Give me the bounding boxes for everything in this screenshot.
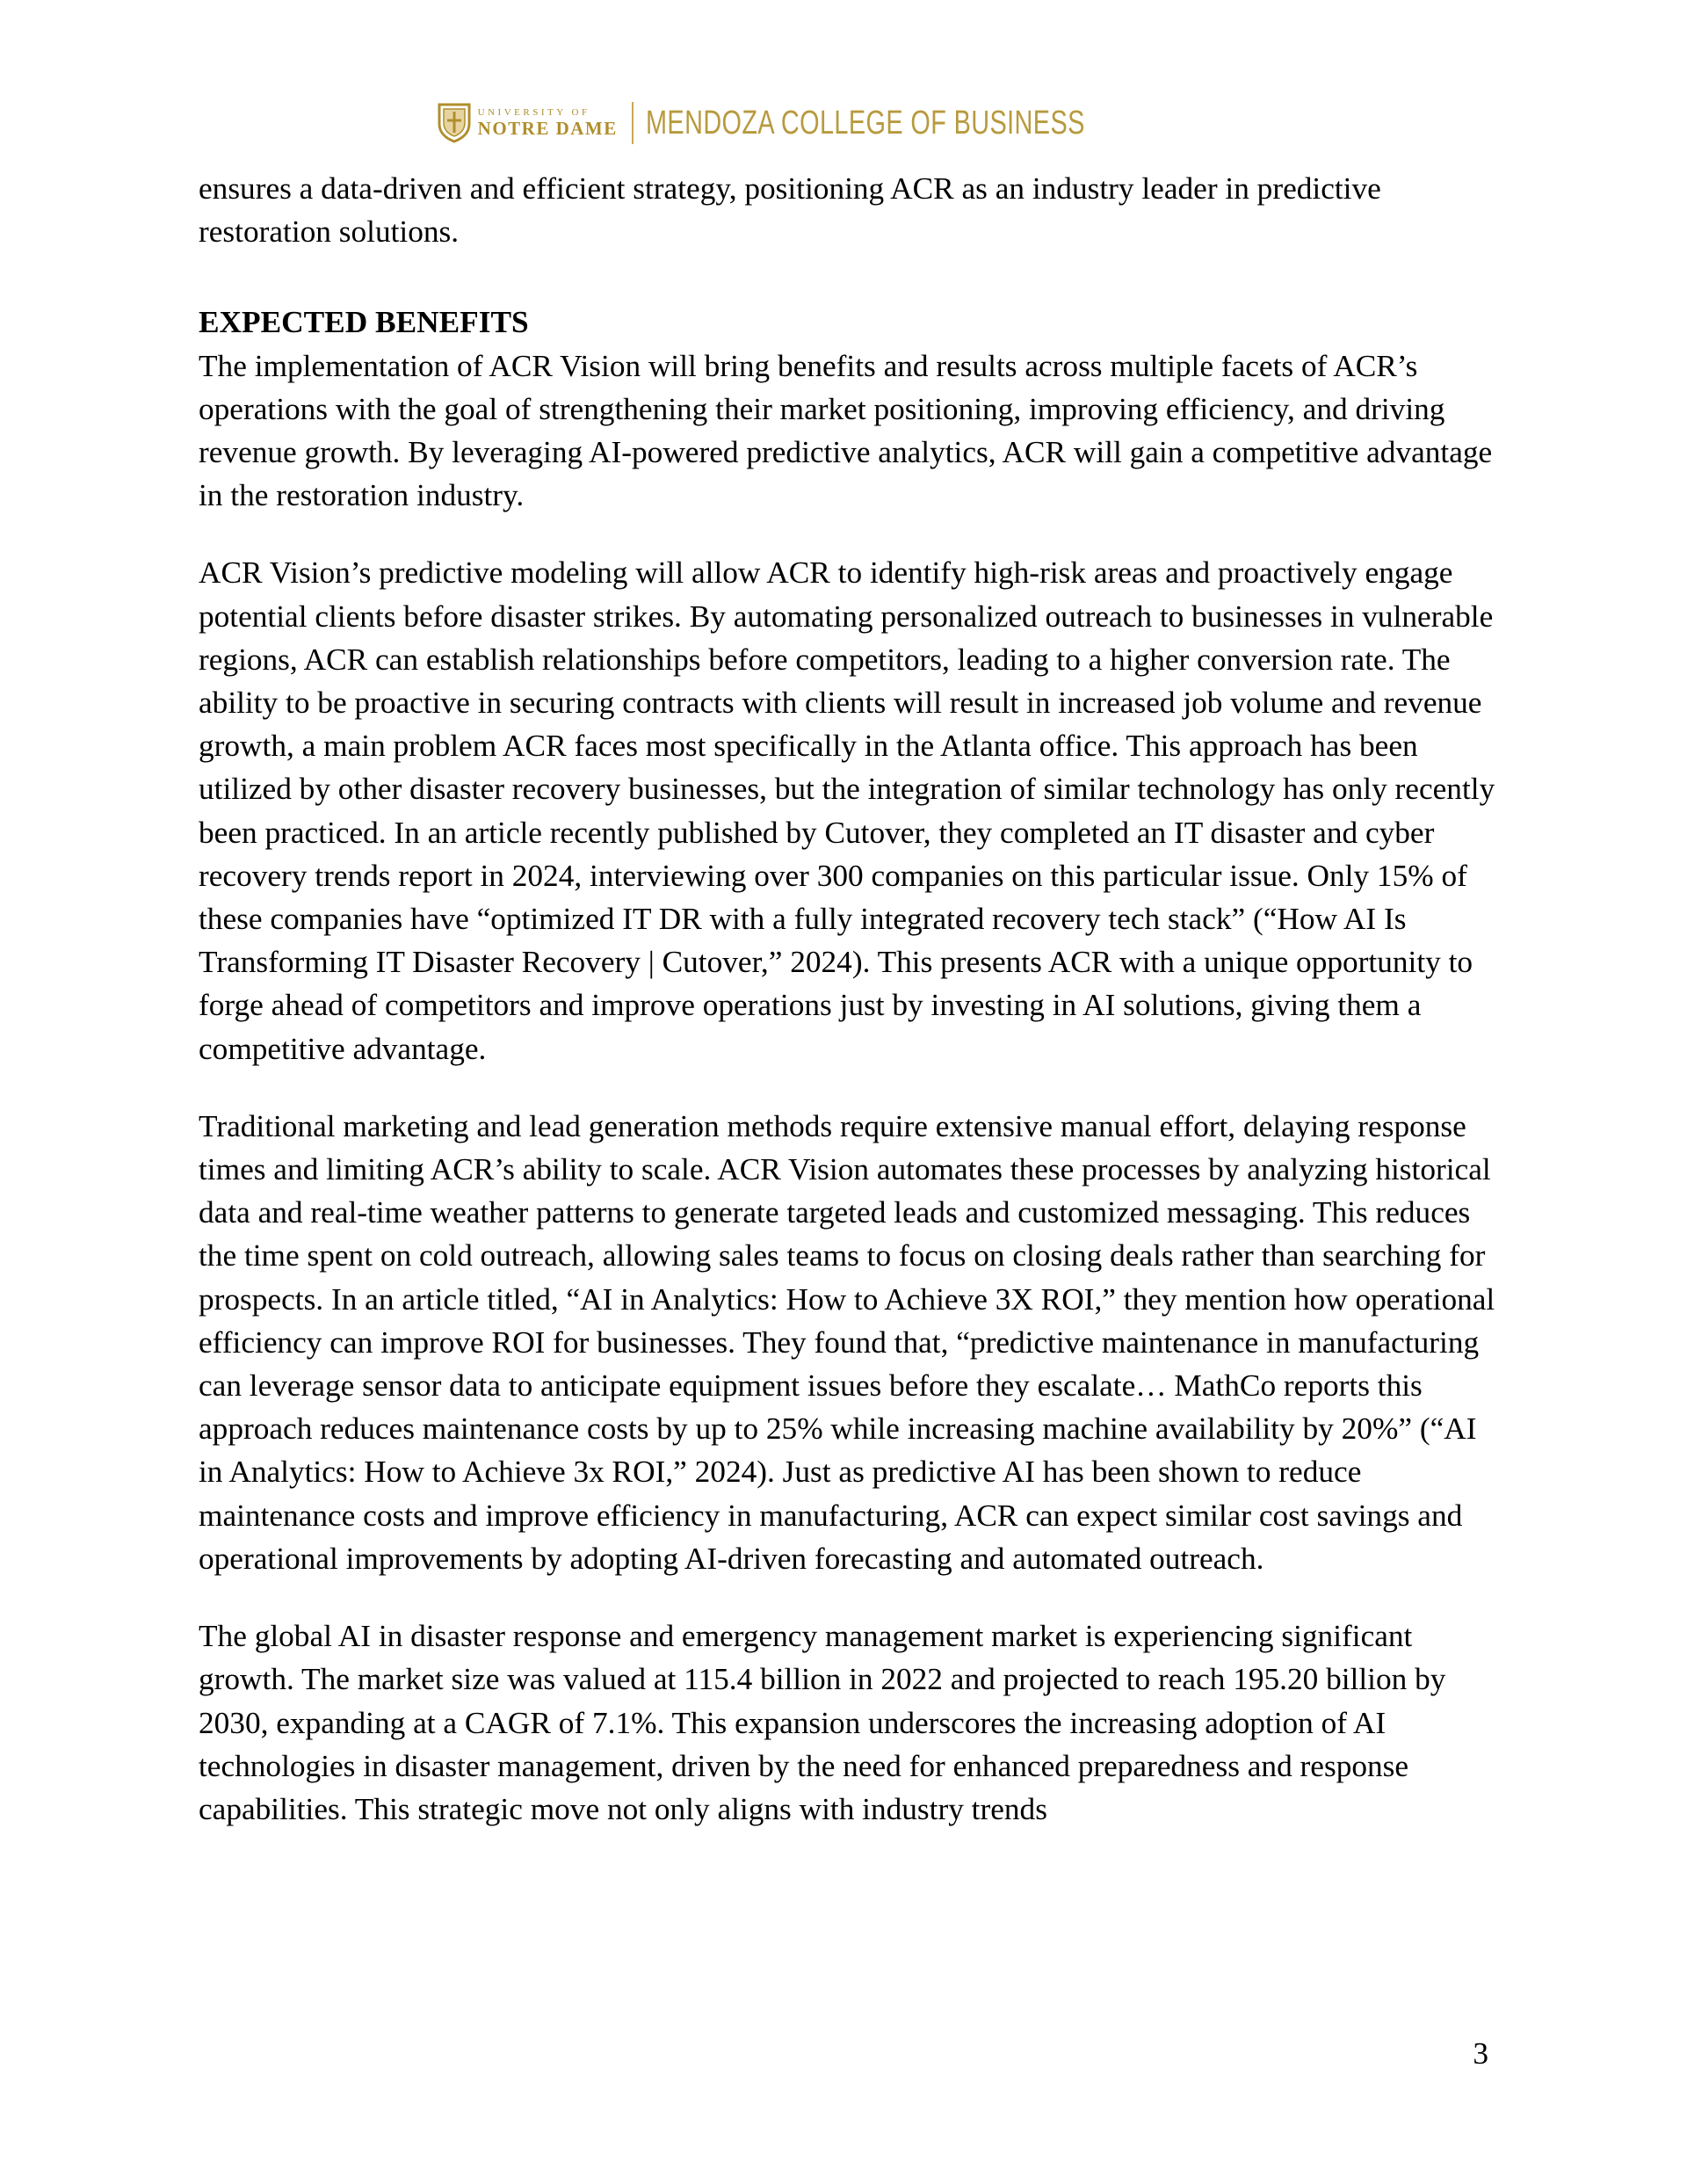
- university-wordmark: [478, 108, 618, 138]
- body-paragraph: The global AI in disaster response and emergency management market is experiencing significant growth. The market size was valued at 115.4 billion in 2022 and projected to reach 195.20 billion by 2030, expanding at a CAGR of 7.1%. This expansion underscores the increasing adoption of AI technologies in disaster management, driven by the need for enhanced preparedness and response capabilities. This strategic move not only aligns with industry trends: [199, 1619, 1446, 1826]
- university-wordmark-top: UNIVERSITY OF: [477, 107, 590, 118]
- college-name: MENDOZA COLLEGE OF BUSINESS: [645, 104, 1085, 141]
- body-paragraph: Traditional marketing and lead generation methods require extensive manual effort, delaying response times and limiting ACR’s ability to scale. ACR Vision automates these processes by analyzing historical data and real-time weather patterns to generate targeted leads and customized messaging. This reduces the time spent on cold outreach, allowing sales teams to focus on closing deals rather than searching for prospects. In an article titled, “AI in Analytics: How to Achieve 3X ROI,” they mention how operational efficiency can improve ROI for businesses. They found that, “predictive maintenance in manufacturing can leverage sensor data to anticipate equipment issues before they escalate… MathCo reports this approach reduces maintenance costs by up to 25% while increasing machine availability by 20%” (“AI in Analytics: How to Achieve 3x ROI,” 2024). Just as predictive AI has been shown to reduce maintenance costs and improve efficiency in manufacturing, ACR can expect similar cost savings and operational improvements by adopting AI-driven forecasting and automated outreach.: [199, 1108, 1495, 1576]
- document-body: [199, 167, 1499, 1865]
- body-paragraph: The implementation of ACR Vision will bring benefits and results across multiple facets of ACR’s operations with the goal of strengthening their market positioning, improving efficiency, and driving revenue growth. By leveraging AI-powered predictive analytics, ACR will gain a competitive advantage in the restoration industry.: [199, 348, 1493, 513]
- body-paragraph: ACR Vision’s predictive modeling will allow ACR to identify high-risk areas and proactively engage potential clients before disaster strikes. By automating personalized outreach to businesses in vulnerable regions, ACR can establish relationships before competitors, leading to a higher conversion rate. The ability to be proactive in securing contracts with clients will result in increased job volume and revenue growth, a main problem ACR faces most specifically in the Atlanta office. This approach has been utilized by other disaster recovery businesses, but the integration of similar technology has only recently been practiced. In an article recently published by Cutover, they completed an IT disaster and cyber recovery trends report in 2024, interviewing over 300 companies on this particular issue. Only 15% of these companies have “optimized IT DR with a fully integrated recovery tech stack” (“How AI Is Transforming IT Disaster Recovery | Cutover,” 2024). This presents ACR with a unique opportunity to forge ahead of competitors and improve operations just by investing in AI solutions, giving them a competitive advantage.: [199, 555, 1495, 1066]
- notre-dame-shield-icon: [438, 103, 471, 143]
- page-number: 3: [1473, 2036, 1488, 2071]
- header-logo-group: [438, 102, 1224, 144]
- page-header: [0, 97, 1687, 149]
- header-divider: [632, 102, 634, 144]
- university-wordmark-bottom: NOTRE DAME: [477, 118, 618, 139]
- section-heading: EXPECTED BENEFITS: [199, 305, 529, 340]
- intro-paragraph: ensures a data-driven and efficient strategy, positioning ACR as an industry leader in predictive restoration solutions.: [199, 171, 1381, 250]
